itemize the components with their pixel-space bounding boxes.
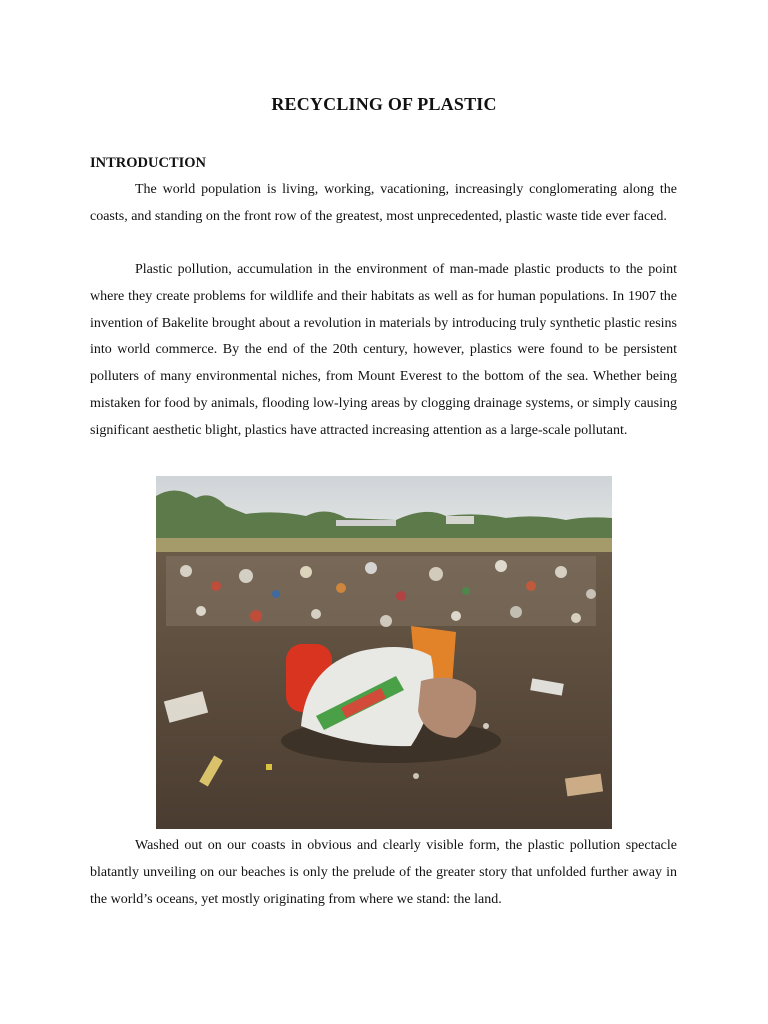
paragraph-plastic-pollution: Plastic pollution, accumulation in the environment of man-made plastic products to the point where they create problems for wildlife and their habitats as well as for human populations. In 1907 the invention of Bakelite brought about a revolution in materials by introducing truly synthetic plastic resins into world commerce. By the end of the 20th century, however, plastics were found to be persistent polluters of many environmental niches, from Mount Everest to the bottom of the sea. Whether being mistaken for food by animals, flooding low-lying areas by clogging drainage systems, or simply causing significant aesthetic blight, plastics have attracted increasing attention as a large-scale pollutant. [90,262,677,438]
paragraph-coasts: Washed out on our coasts in obvious and clearly visible form, the plastic pollution spectacle blatantly unveiling on our beaches is only the prelude of the greater story that unfolded further away in the world’s oceans, yet mostly originating from where we stand: the land. [90,838,677,907]
paragraph-intro: The world population is living, working, vacationing, increasingly conglomerating along the coasts, and standing on the front row of the greatest, most unprecedented, plastic waste tide ever faced. [90,182,677,224]
page-title: RECYCLING OF PLASTIC [271,94,497,114]
plastic-waste-photo [156,476,612,829]
section-heading: INTRODUCTION [90,155,207,171]
